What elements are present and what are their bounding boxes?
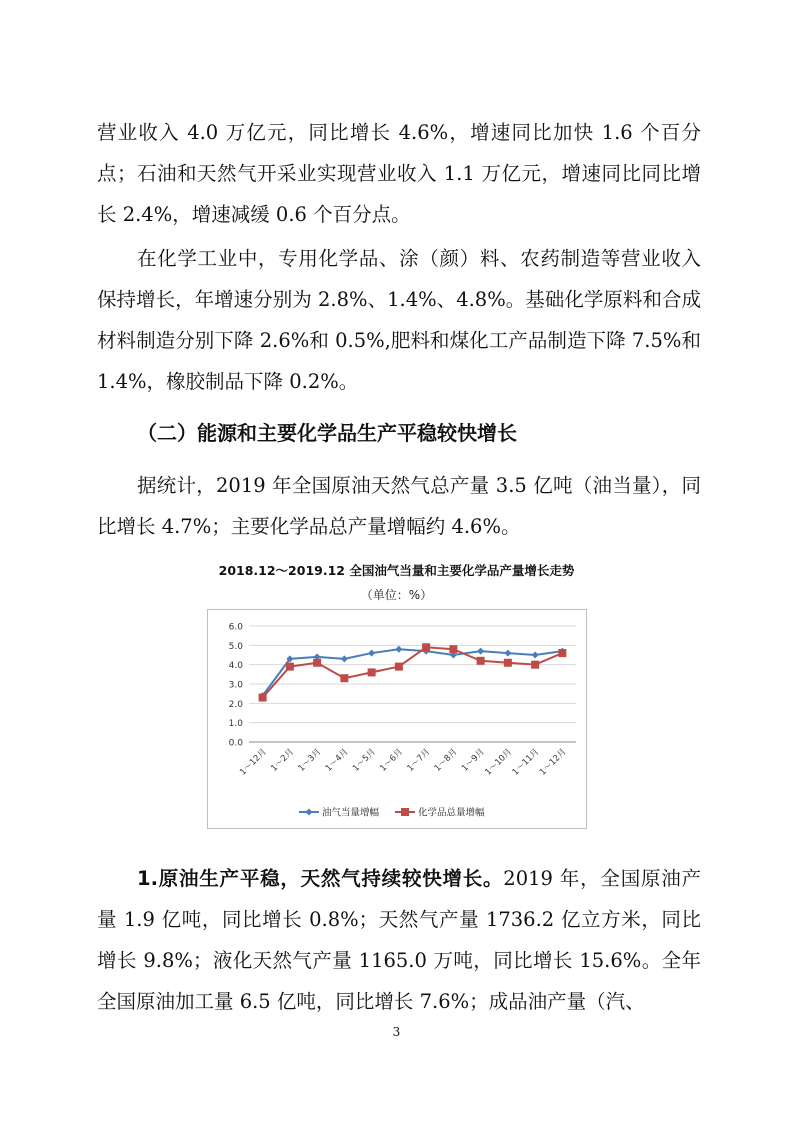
y-tick-label: 2.0 — [228, 699, 243, 710]
data-point-series-2 — [531, 661, 539, 669]
legend-label: 化学品总量增幅 — [418, 807, 485, 819]
data-point-series-2 — [504, 659, 512, 667]
legend-marker — [401, 808, 409, 816]
data-point-series-2 — [449, 645, 457, 653]
x-tick-label: 1～4月 — [323, 747, 351, 774]
page-number: 3 — [392, 1025, 401, 1039]
section-heading: （二）能源和主要化学品生产平稳较快增长 — [137, 421, 517, 445]
legend-label: 油气当量增幅 — [322, 807, 380, 819]
x-tick-label: 1～11月 — [510, 747, 542, 778]
x-tick-label: 1～3月 — [296, 747, 324, 774]
data-point-series-2 — [368, 668, 376, 676]
x-tick-label: 1～5月 — [350, 747, 378, 774]
y-tick-label: 6.0 — [228, 622, 243, 633]
chart-frame — [208, 610, 587, 829]
y-tick-label: 5.0 — [228, 641, 243, 652]
y-tick-label: 1.0 — [228, 719, 243, 730]
y-tick-label: 0.0 — [228, 738, 243, 749]
data-point-series-2 — [395, 663, 403, 671]
x-tick-label: 1～6月 — [378, 747, 405, 774]
paragraph-crude-oil-body: 2019 年，全国原油产量 1.9 亿吨，同比增长 0.8%；天然气产量 1736.2 亿立方米，同比增长 9.8%；液化天然气产量 1165.0 万吨，同比增长 15.6%。全年全国原油加工量 6.5 亿吨，同比增长 7.6%；成品油产量（汽、 — [97, 867, 701, 1013]
paragraph-crude-oil — [97, 858, 701, 1022]
y-tick-label: 4.0 — [228, 661, 243, 672]
paragraph-chemical-industry: 在化学工业中，专用化学品、涂（颜）料、农药制造等营业收入保持增长，年增速分别为 2.8%、1.4%、4.8%。基础化学原料和合成材料制造分别下降 2.6%和 0.5%,肥料和煤化工产品制造下降 7.5%和 1.4%，橡胶制品下降 0.2%。 — [97, 247, 701, 393]
x-tick-label: 1～9月 — [459, 747, 487, 774]
line-chart — [207, 609, 587, 829]
x-tick-label: 1～8月 — [432, 747, 460, 774]
paragraph-statistics: 据统计，2019 年全国原油天然气总产量 3.5 亿吨（油当量），同比增长 4.7%；主要化学品总产量增幅约 4.6%。 — [97, 474, 701, 538]
y-tick-label: 3.0 — [228, 680, 243, 691]
chart-unit: （单位：%） — [360, 588, 433, 602]
paragraph-revenue: 营业收入 4.0 万亿元，同比增长 4.6%，增速同比加快 1.6 个百分点；石油和天然气开采业实现营业收入 1.1 万亿元，增速同比同比增长 2.4%，增速减缓 0.6 个百分点。 — [97, 121, 701, 226]
data-point-series-2 — [340, 674, 348, 682]
data-point-series-2 — [477, 657, 485, 665]
x-tick-label: 1～2月 — [269, 747, 296, 774]
x-tick-label: 1～12月 — [238, 747, 269, 778]
chart-title: 2018.12～2019.12 全国油气当量和主要化学品产量增长走势 — [218, 563, 575, 578]
data-point-series-2 — [313, 659, 321, 667]
x-tick-label: 1～7月 — [405, 747, 433, 774]
x-tick-label: 1～10月 — [483, 747, 514, 778]
x-tick-label: 1～12月 — [537, 747, 569, 778]
data-point-series-2 — [259, 694, 267, 702]
data-point-series-2 — [286, 663, 294, 671]
bold-lead-sentence: 1.原油生产平稳，天然气持续较快增长。 — [137, 867, 504, 890]
data-point-series-2 — [422, 643, 430, 651]
data-point-series-2 — [558, 649, 566, 657]
